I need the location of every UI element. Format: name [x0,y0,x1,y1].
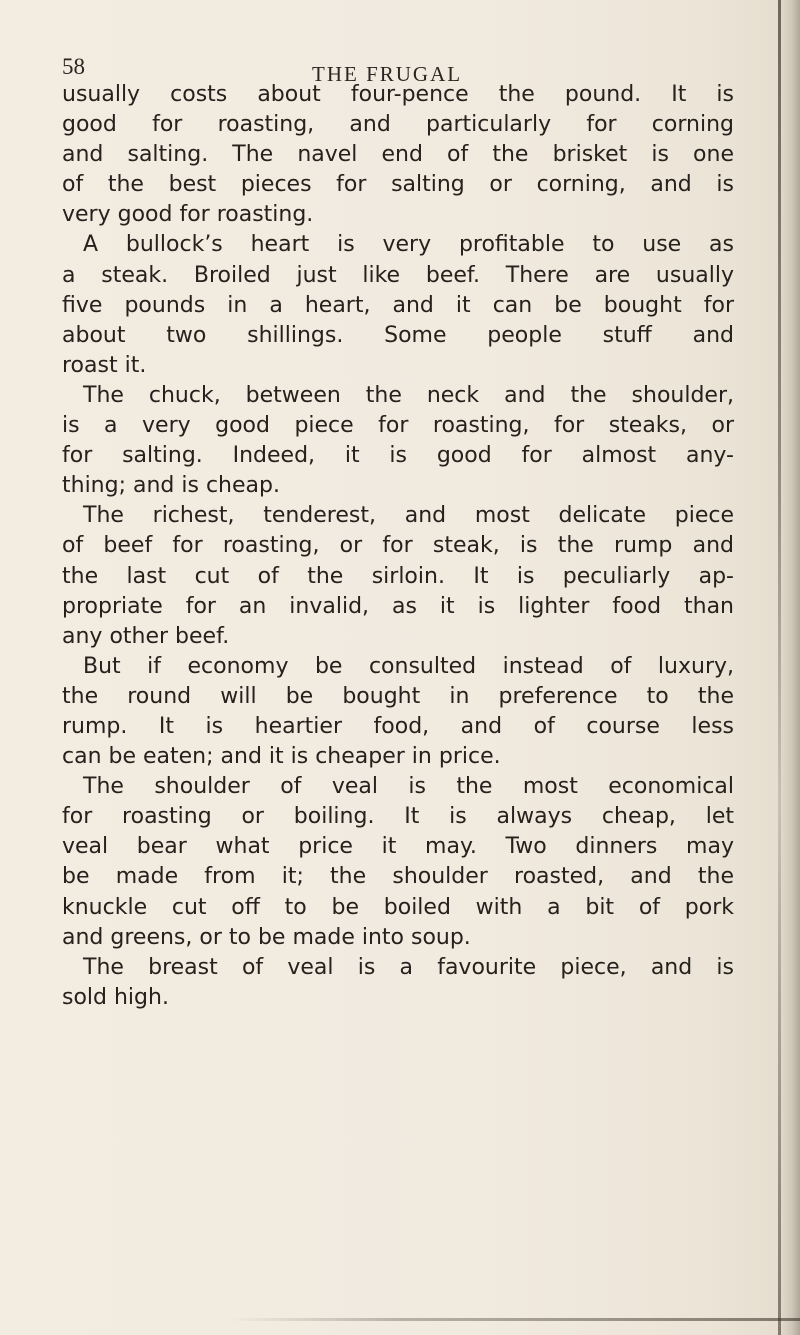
text-line: usually costs about four-pence the pound. It is [62,82,734,107]
text-line: thing; and is cheap. [62,473,280,499]
text-line: sold high. [62,984,169,1010]
text-line: The breast of veal is a favourite piece, and is [83,954,734,980]
text-line: veal bear what price it may. Two dinners may [62,834,734,860]
page-number: 58 [62,54,85,79]
text-line: A bullock’s heart is very profitable to use as [83,232,734,258]
text-line: can be eaten; and it is cheaper in price. [62,744,501,770]
text-line: for salting. Indeed, it is good for almost any- [62,443,734,469]
text-line: about two shillings. Some people stuff and [62,322,734,348]
text-line: The chuck, between the neck and the shoulder, [83,382,734,408]
text-line: of the best pieces for salting or corning, and is [62,172,734,198]
text-line: of beef for roasting, or for steak, is the rump and [62,533,734,559]
body-text [62,80,734,1013]
text-line: the last cut of the sirloin. It is peculiarly ap- [62,563,734,589]
text-line: a steak. Broiled just like beef. There are usually [62,262,734,288]
text-line: and salting. The navel end of the brisket is one [62,142,734,168]
text-line: the round will be bought in preference to the [62,683,734,709]
text-line: for roasting or boiling. It is always cheap, let [62,804,734,830]
text-line: But if economy be consulted instead of luxury, [83,653,734,679]
text-line: roast it. [62,352,147,378]
text-line: is a very good piece for roasting, for steaks, or [62,413,734,439]
page-edge-line [778,0,781,1335]
text-line: rump. It is heartier food, and of course less [62,713,734,739]
text-line: The shoulder of veal is the most economical [83,774,734,800]
text-line: very good for roasting. [62,202,314,228]
text-line: and greens, or to be made into soup. [62,924,471,950]
bottom-page-edge [230,1318,800,1321]
text-line: knuckle cut off to be boiled with a bit of pork [62,894,734,920]
text-line: five pounds in a heart, and it can be bought for [62,292,734,318]
text-line: The richest, tenderest, and most delicate piece [83,503,734,529]
text-line: good for roasting, and particularly for corning [62,112,734,138]
running-head: THE FRUGAL [312,62,463,86]
text-line: propriate for an invalid, as it is lighter food than [62,593,734,619]
text-line: be made from it; the shoulder roasted, and the [62,864,734,890]
text-line: any other beef. [62,623,230,649]
spine-shadow [778,0,800,1335]
